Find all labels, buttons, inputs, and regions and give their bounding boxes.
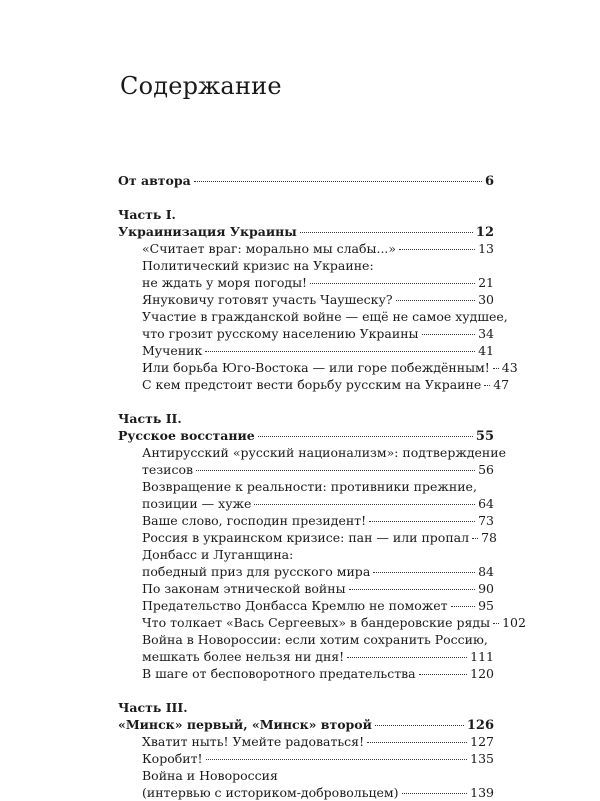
toc-entry-page: 111	[470, 649, 494, 664]
part-heading: Часть II.	[118, 411, 182, 426]
toc-entry-page: 120	[470, 666, 494, 681]
toc-entry-page: 139	[470, 785, 494, 800]
toc-entry	[118, 240, 494, 257]
dot-leader	[373, 572, 475, 573]
toc-entry-page: 30	[478, 292, 494, 307]
toc-entry-page: 47	[493, 377, 510, 392]
toc-entry-page: 34	[478, 326, 494, 341]
part-title-entry	[118, 427, 494, 444]
part-title-entry	[118, 223, 494, 240]
toc-entry-text: Политический кризис на Украине:	[142, 258, 374, 273]
toc-entry-text: Ваше слово, господин президент!	[142, 513, 367, 528]
toc-entry	[118, 597, 494, 614]
dot-leader	[347, 657, 467, 658]
toc-entry	[118, 767, 494, 801]
toc-entry-page: 41	[478, 343, 494, 358]
toc-entry-page: 73	[478, 513, 494, 528]
dot-leader	[396, 300, 476, 301]
dot-leader	[422, 334, 476, 335]
toc-entry-page: 90	[478, 581, 494, 596]
toc-entry-text: По законам этнической войны	[142, 581, 346, 596]
toc-entry-text: Или борьба Юго-Востока — или горе побеждённым!	[142, 360, 490, 375]
toc-entry	[118, 631, 494, 665]
part-title-page: 55	[475, 429, 494, 444]
toc-entry	[118, 359, 518, 376]
dot-leader	[205, 351, 475, 352]
toc-entry-page: 21	[478, 275, 494, 290]
dot-leader	[300, 232, 473, 233]
toc-entry-text: Участие в гражданской войне — ещё не самое худшее,	[142, 309, 508, 324]
toc-entry-text: Коробит!	[142, 751, 203, 766]
part-title: Украинизация Украины	[118, 224, 297, 239]
part-heading: Часть I.	[118, 207, 176, 222]
dot-leader	[451, 606, 475, 607]
toc-entry-text: Россия в украинском кризисе: пан — или пропал	[142, 530, 470, 545]
toc-intro-entry	[118, 172, 494, 189]
toc-entry-text: Хватит ныть! Умейте радоваться!	[142, 734, 365, 749]
toc-entry-text: Что толкает «Вась Сергеевых» в бандеровские ряды	[142, 615, 491, 630]
dot-leader	[369, 521, 475, 522]
toc-intro-page: 6	[484, 174, 494, 189]
part-heading: Часть III.	[118, 700, 188, 715]
table-of-contents	[118, 172, 526, 801]
dot-leader	[375, 725, 464, 726]
toc-entry-text: Возвращение к реальности: противники прежние,	[142, 479, 477, 494]
dot-leader	[402, 793, 468, 794]
toc-entry-page: 13	[478, 241, 494, 256]
dot-leader	[194, 181, 482, 182]
dot-leader	[196, 470, 475, 471]
toc-entry-page: 43	[501, 360, 518, 375]
dot-leader	[206, 759, 468, 760]
toc-entry-text: мешкать более нельзя ни дня!	[142, 649, 345, 664]
toc-entry	[118, 444, 506, 478]
dot-leader	[493, 368, 499, 369]
toc-entry-page: 135	[470, 751, 494, 766]
toc-entry-text: Война и Новороссия	[142, 768, 278, 783]
toc-entry	[118, 546, 494, 580]
dot-leader	[493, 623, 499, 624]
toc-entry	[118, 733, 494, 750]
toc-entry-page: 84	[478, 564, 494, 579]
toc-entry-text: победный приз для русского мира	[142, 564, 371, 579]
toc-entry-text: Януковичу готовят участь Чаушеску?	[142, 292, 393, 307]
toc-entry	[118, 342, 494, 359]
toc-entry-page: 64	[478, 496, 494, 511]
toc-entry	[118, 308, 508, 342]
dot-leader	[258, 436, 473, 437]
toc-entry-text: тезисов	[142, 462, 194, 477]
part-title: Русское восстание	[118, 428, 255, 443]
toc-entry	[118, 580, 494, 597]
toc-entry-page: 56	[478, 462, 494, 477]
dot-leader	[472, 538, 478, 539]
toc-entry	[118, 478, 494, 512]
part-title: «Минск» первый, «Минск» второй	[118, 717, 372, 732]
toc-intro-label: От автора	[118, 173, 191, 188]
toc-entry-text: позиции — хуже	[142, 496, 252, 511]
toc-entry	[118, 750, 494, 767]
toc-entry	[118, 257, 494, 291]
toc-entry-text: Предательство Донбасса Кремлю не поможет	[142, 598, 448, 613]
toc-entry-text: Война в Новороссии: если хотим сохранить Россию,	[142, 632, 488, 647]
part-title-page: 126	[466, 718, 494, 733]
part-title-page: 12	[475, 225, 494, 240]
dot-leader	[367, 742, 467, 743]
toc-entry-text: С кем предстоит вести борьбу русским на Украине	[142, 377, 482, 392]
toc-entry	[118, 614, 526, 631]
toc-entry	[118, 529, 497, 546]
dot-leader	[254, 504, 475, 505]
toc-entry	[118, 291, 494, 308]
toc-entry-text: Донбасс и Луганщина:	[142, 547, 294, 562]
toc-entry-text: (интервью с историком-добровольцем)	[142, 785, 399, 800]
dot-leader	[310, 283, 475, 284]
dot-leader	[419, 674, 468, 675]
toc-entry	[118, 376, 510, 393]
toc-entry-page: 78	[481, 530, 497, 545]
page-title: Содержание	[120, 72, 282, 100]
toc-entry-text: Антирусский «русский национализм»: подтверждение	[142, 445, 506, 460]
toc-entry-text: не ждать у моря погоды!	[142, 275, 308, 290]
toc-entry-page: 127	[470, 734, 494, 749]
dot-leader	[349, 589, 476, 590]
toc-entry-text: «Считает враг: морально мы слабы...»	[142, 241, 397, 256]
toc-entry	[118, 512, 494, 529]
toc-entry-text: что грозит русскому населению Украины	[142, 326, 419, 341]
part-title-entry	[118, 716, 494, 733]
toc-entry-text: В шаге от бесповоротного предательства	[142, 666, 416, 681]
toc-entry-page: 95	[478, 598, 494, 613]
toc-entry	[118, 665, 494, 682]
toc-entry-page: 102	[502, 615, 526, 630]
dot-leader	[484, 385, 490, 386]
toc-entry-text: Мученик	[142, 343, 203, 358]
dot-leader	[399, 249, 475, 250]
